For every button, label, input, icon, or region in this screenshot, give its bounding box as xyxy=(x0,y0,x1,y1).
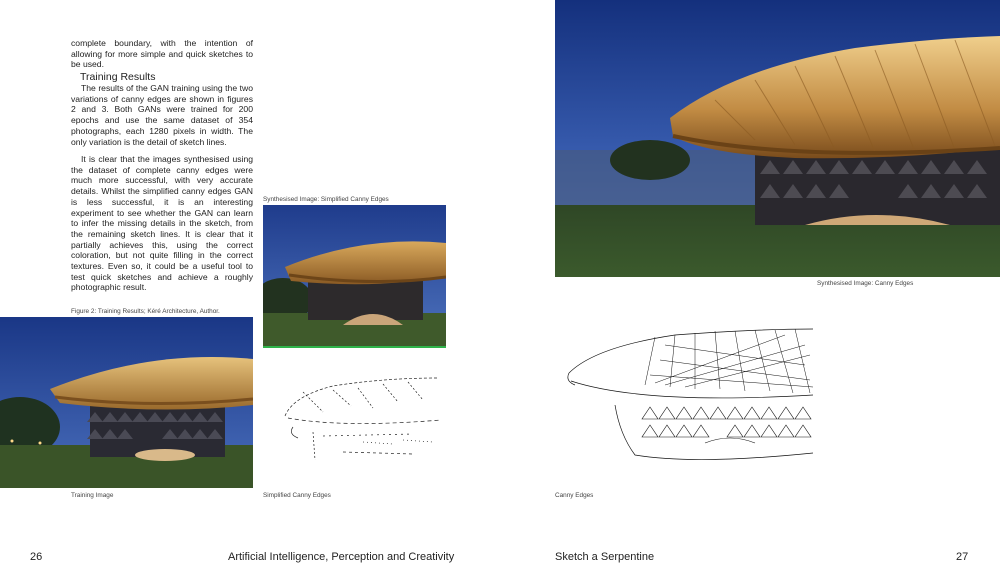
simplified-canny-edges-image xyxy=(263,372,446,467)
intro-text: complete boundary, with the intention of allowing for more simple and quick sketches to be used. xyxy=(71,38,253,70)
synthesised-canny-image xyxy=(555,0,1000,277)
section-heading: Training Results xyxy=(80,71,156,83)
figure-caption: Figure 2: Training Results; Kéré Architecture, Author. xyxy=(71,308,220,315)
canny-edges-image xyxy=(555,325,815,485)
synthesised-simplified-image xyxy=(263,205,446,348)
caption-synth-simplified: Synthesised Image: Simplified Canny Edges xyxy=(263,196,389,203)
page-number-right: 27 xyxy=(956,551,969,563)
paragraph-2: It is clear that the images synthesised using the dataset of complete canny edges were much more successful, with very accurate details. Whilst the simplified canny edges GAN is less successful, it is an interesting experiment to see whether the GAN can learn to infer the missing details in the sketch, from the remaining sketch lines. It is clear that it partially achieves this, using the correct coloration, but not quite filling in the correct textures. Even so, it could be a useful tool to test quick sketches and achieve a roughly photographic result. xyxy=(71,154,253,293)
running-title-left: Artificial Intelligence, Perception and Creativity xyxy=(228,551,455,563)
training-image xyxy=(0,317,253,488)
caption-canny-edges: Canny Edges xyxy=(555,492,594,499)
caption-synth-canny: Synthesised Image: Canny Edges xyxy=(817,280,914,287)
page-number-left: 26 xyxy=(30,551,43,563)
caption-training: Training Image xyxy=(71,492,114,499)
running-title-right: Sketch a Serpentine xyxy=(555,551,655,563)
paragraph-1: The results of the GAN training using the two variations of canny edges are shown in figures 2 and 3. Both GANs were trained for 200 epochs and use the same dataset of 354 photographs, each 1280 pixels in width. The only variation is the detail of sketch lines. xyxy=(71,83,253,147)
caption-simplified-edges: Simplified Canny Edges xyxy=(263,492,331,499)
